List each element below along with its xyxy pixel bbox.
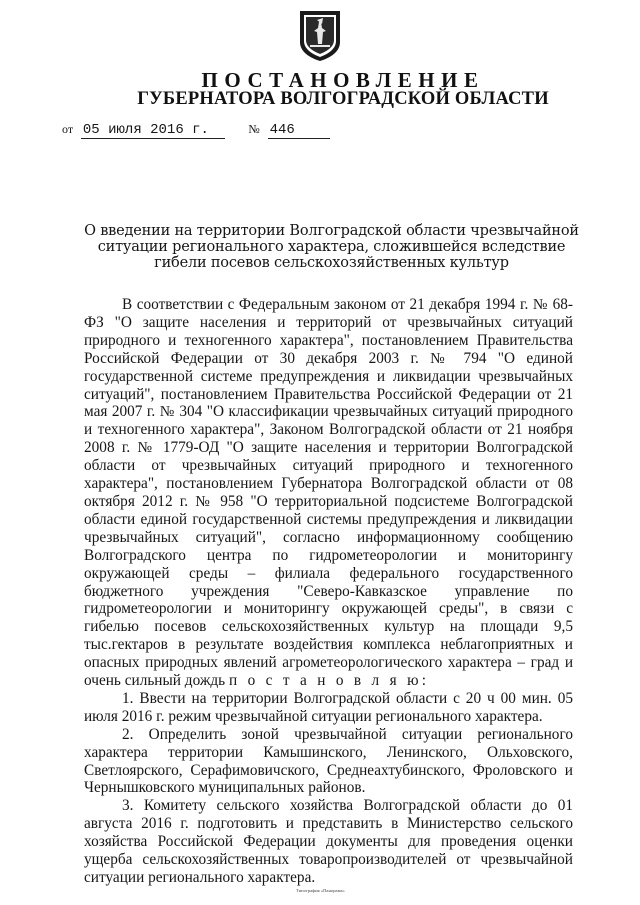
preamble-text: В соответствии с Федеральным законом от 21 декабря 1994 г. № 68-ФЗ "О защите населения и территорий от чрезвычайных ситуаций природного и техногенного характера", постановлением Правительства Российской Федерации от 30 декабря 2003 г. № 794 "О единой государственной системе предупреждения и ликвидации чрезвычайных ситуаций", постановлением Правительства Российской Федерации от 21 мая 2007 г. № 304 "О классификации чрезвычайных ситуаций природного и техногенного характера", Законом Волгоградской области от 21 ноября 2008 г. № 1779-ОД "О защите населения и территории Волгоградской области от чрезвычайных ситуаций природного и техногенного характера", постановлением Губернатора Волгоградской области от 08 октября 2012 г. № 958 "О территориальной подсистеме Волгоградской области единой государственной системы предупреждения и ликвидации чрезвычайных ситуаций", согласно информационному сообщению Волгоградского центра по гидрометеорологии и мониторингу окружающей среды – филиала федерального государственного бюджетного учреждения "Северо-Кавказское управление по гидрометеорологии и мониторингу окружающей среды", в связи с гибелью посевов сельскохозяйственных культур на площади 9,5 тыс.гектаров в результате воздействия комплекса неблагоприятных и опасных природных явлений агрометеорологического характера – град и очень сильный дождь: [84, 296, 573, 690]
document-title: ПОСТАНОВЛЕНИЕ: [201, 68, 485, 92]
item-2: 2. Определить зоной чрезвычайной ситуации регионального характера территории Камышинского, Ленинского, Ольховского, Светлоярского, Серафимовичского, Среднеахтубинского, Фроловского и Чернышковского муниципальных районов.: [84, 725, 573, 797]
item-3: 3. Комитету сельского хозяйства Волгоградской области до 01 августа 2016 г. подготовить и представить в Министерство сельского хозяйства Российской Федерации документы для проведения оценки ущерба сельскохозяйственных товаропроизводителей от чрезвычайной ситуации регионального характера.: [84, 797, 573, 886]
date-label: от: [62, 122, 74, 136]
document-number: 446: [268, 122, 330, 139]
printer-imprint: Типография «Панорама»: [296, 888, 345, 893]
coat-of-arms-emblem: [296, 8, 344, 62]
document-subject: О введении на территории Волгоградской области чрезвычайной ситуации регионального характера, сложившейся вследствие гибели посевов сельскохозяйственных культур: [84, 223, 579, 271]
document-date: 05 июля 2016 г.: [81, 122, 225, 139]
number-label: №: [248, 122, 260, 136]
preamble-paragraph: [84, 296, 573, 690]
item-1: 1. Ввести на территории Волгоградской области с 20 ч 00 мин. 05 июля 2016 г. режим чрезвычайной ситуации регионального характера.: [84, 689, 573, 725]
decree-word: п о с т а н о в л я ю:: [229, 672, 430, 690]
document-meta: [62, 122, 330, 139]
document-issuer: ГУБЕРНАТОРА ВОЛГОГРАДСКОЙ ОБЛАСТИ: [137, 89, 549, 109]
document-body: [84, 296, 573, 887]
